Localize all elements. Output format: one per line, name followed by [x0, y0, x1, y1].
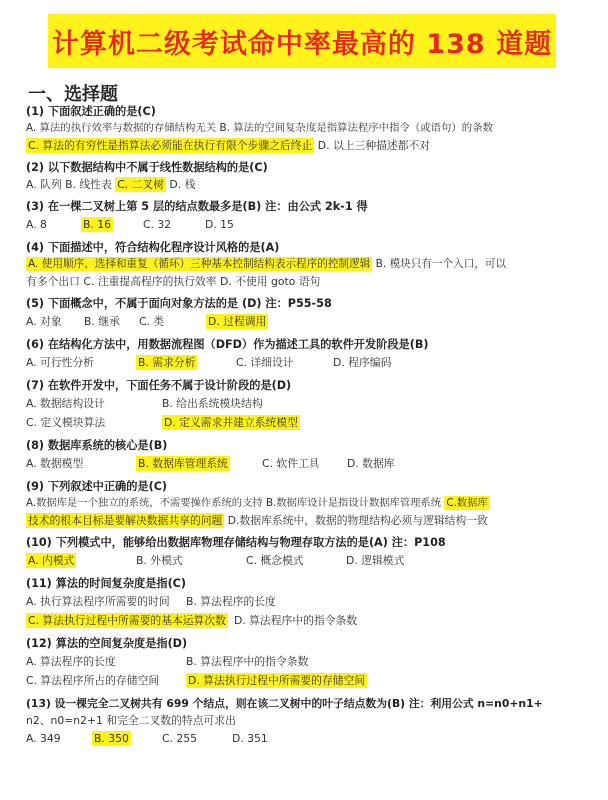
question-12: [26, 636, 586, 690]
question-text: (10) 下列模式中，能够给出数据库物理存储结构与物理存取方法的是(A) 注：P108: [26, 536, 446, 549]
option-c: C. 概念模式: [246, 554, 304, 567]
correct-answer: B. 数据库管理系统: [138, 457, 228, 470]
option-c: C. 类: [139, 315, 165, 328]
correct-answer: A. 内模式: [28, 554, 75, 567]
option-a: A. 对象: [26, 315, 62, 328]
answer-line: [26, 256, 586, 273]
correct-answer: D. 过程调用: [208, 315, 267, 328]
question-text: (8) 数据库系统的核心是(B): [26, 439, 168, 452]
option-d: D. 程序编码: [333, 356, 392, 369]
options-row: [26, 454, 586, 473]
question-5: [26, 296, 586, 331]
answer-text: B. 模块只有一个入口，可以: [372, 258, 507, 270]
question-text: (7) 在软件开发中，下面任务不属于设计阶段的是(D): [26, 379, 292, 392]
option-c: C. 255: [162, 732, 198, 745]
options-row: [26, 611, 586, 630]
options-row: [26, 312, 586, 331]
options-row: [26, 353, 586, 372]
answer-text: A.数据库是一个独立的系统，不需要操作系统的支持 B.数据库设计是指设计数据库管理系统: [26, 497, 445, 509]
correct-answer: C. 算法执行过程中所需要的基本运算次数: [28, 614, 226, 627]
option-d: D. 15: [205, 218, 234, 231]
question-text: (11) 算法的时间复杂度是指(C): [26, 577, 187, 590]
options-row: [26, 671, 586, 690]
options-row: [26, 215, 586, 234]
correct-answer: D. 定义需求并建立系统模型: [164, 416, 298, 429]
question-text: (5) 下面概念中，不属于面向对象方法的是 (D) 注：P55-58: [26, 297, 332, 310]
question-7: [26, 378, 586, 432]
option-b: B. 继承: [84, 315, 120, 328]
option-c: C. 详细设计: [236, 356, 294, 369]
option-a: A. 执行算法程序所需要的时间: [26, 595, 170, 608]
answer-line: [26, 495, 586, 512]
option-a: A. 数据模型: [26, 457, 84, 470]
option-b: B. 算法程序的长度: [186, 595, 276, 608]
question-text: (9) 下列叙述中正确的是(C): [26, 480, 168, 493]
correct-answer: A. 使用顺序、选择和重复（循环）三种基本控制结构表示程序的控制逻辑: [28, 258, 371, 270]
answer-text: D. 以上三种描述都不对: [314, 139, 431, 152]
answer-text: A. 队列 B. 线性表: [26, 178, 116, 191]
answer-line: [26, 512, 586, 529]
options-row: [26, 394, 586, 413]
option-b: B. 算法程序中的指令条数: [186, 655, 309, 668]
option-a: A. 8: [26, 218, 47, 231]
question-3: [26, 199, 586, 234]
question-text: (13) 设一棵完全二叉树共有 699 个结点，则在该二叉树中的叶子结点数为(B) 注：利用公式 n=n0+n1+: [26, 697, 543, 710]
option-a: A. 可行性分析: [26, 356, 95, 369]
option-d: D. 351: [232, 732, 268, 745]
option-c: C. 软件工具: [262, 457, 320, 470]
question-text: (3) 在一棵二叉树上第 5 层的结点数最多是(B) 注：由公式 2k-1 得: [26, 200, 368, 213]
option-c: C. 定义模块算法: [26, 416, 106, 429]
title-banner: [48, 14, 556, 68]
option-b: B. 外模式: [136, 554, 183, 567]
option-c: C. 32: [143, 218, 172, 231]
options-row: [26, 551, 586, 570]
options-row: [26, 652, 586, 671]
option-d: D. 算法程序中的指令条数: [233, 614, 358, 627]
question-2: [26, 160, 586, 193]
page-title: 计算机二级考试命中率最高的 138 道题: [51, 28, 553, 60]
options-row: [26, 729, 586, 748]
option-d: D. 逻辑模式: [346, 554, 405, 567]
question-list: [26, 104, 586, 748]
question-8: [26, 438, 586, 473]
question-1: [26, 104, 586, 154]
answer-line: A. 算法的执行效率与数据的存储结构无关 B. 算法的空间复杂度是指算法程序中指令（或语句）的条数: [26, 122, 493, 134]
question-text: (2) 以下数据结构中不属于线性数据结构的是(C): [26, 161, 268, 174]
correct-answer: B. 需求分析: [138, 356, 196, 369]
answer-line: 有多个出口 C. 注重提高程序的执行效率 D. 不使用 goto 语句: [26, 275, 321, 288]
option-d: D. 数据库: [347, 457, 395, 470]
question-4: [26, 240, 586, 290]
question-10: [26, 535, 586, 570]
options-row: [26, 413, 586, 432]
question-text: (12) 算法的空间复杂度是指(D): [26, 637, 188, 650]
correct-answer: C. 二叉树: [117, 178, 164, 191]
correct-answer: C.数据库: [446, 497, 488, 509]
answer-line: [26, 176, 586, 193]
question-text: (1) 下面叙述正确的是(C): [26, 105, 156, 118]
correct-answer: D. 算法执行过程中所需要的存储空间: [188, 674, 366, 687]
option-c: C. 算法程序所占的存储空间: [26, 674, 160, 687]
option-a: A. 349: [26, 732, 61, 745]
answer-text: D. 栈: [165, 178, 196, 191]
question-text: (4) 下面描述中，符合结构化程序设计风格的是(A): [26, 241, 280, 254]
correct-answer: C. 算法的有穷性是指算法必须能在执行有限个步骤之后终止: [28, 139, 313, 152]
option-b: B. 给出系统模块结构: [162, 397, 263, 410]
question-9: [26, 479, 586, 529]
option-a: A. 数据结构设计: [26, 397, 105, 410]
option-a: A. 算法程序的长度: [26, 655, 116, 668]
correct-answer: 技术的根本目标是要解决数据共享的问题: [28, 514, 223, 527]
question-6: [26, 337, 586, 372]
question-13: [26, 696, 586, 748]
correct-answer: B. 350: [94, 732, 129, 745]
answer-text: D.数据库系统中，数据的物理结构必须与逻辑结构一致: [224, 514, 488, 527]
question-text: n2、n0=n2+1 和完全二叉数的特点可求出: [26, 714, 236, 727]
correct-answer: B. 16: [83, 218, 112, 231]
options-row: [26, 592, 586, 611]
section-title: 一、选择题: [28, 84, 118, 105]
question-text: (6) 在结构化方法中，用数据流程图（DFD）作为描述工具的软件开发阶段是(B): [26, 338, 429, 351]
answer-line: [26, 137, 586, 154]
question-11: [26, 576, 586, 630]
